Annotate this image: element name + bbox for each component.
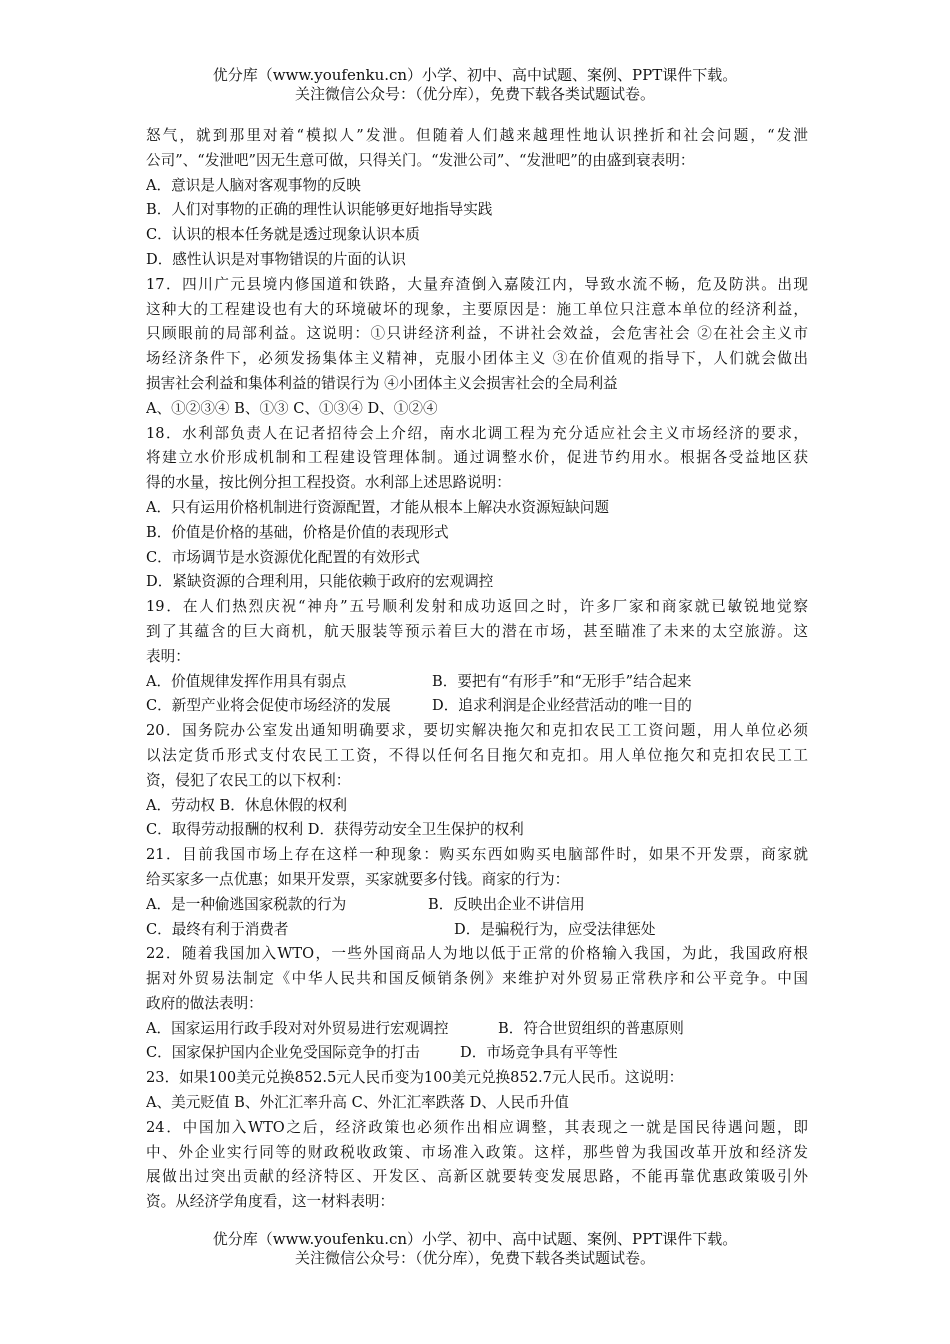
- option-left: C．国家保护国内企业免受国际竞争的打击: [146, 1044, 420, 1062]
- page-header: [0, 66, 950, 104]
- text-line: 22．随着我国加入WTO，一些外国商品人为地以低于正常的价格输入我国，为此，我国政府根: [146, 945, 808, 963]
- text-line: [146, 670, 808, 695]
- text-line: 公司”、“发泄吧”因无生意可做，只得关门。“发泄公司”、“发泄吧”的由盛到衰表明：: [146, 151, 695, 169]
- text-line: 这种大的工程建设也有大的环境破坏的现象，主要原因是：施工单位只注意本单位的经济利益，: [146, 300, 808, 318]
- footer-line-1: 优分库（www.youfenku.cn）小学、初中、高中试题、案例、PPT课件下载。: [212, 1230, 738, 1248]
- text-line: 展做出过突出贡献的经济特区、开发区、高新区就要转变发展思路，不能再靠优惠政策吸引外: [146, 1168, 808, 1186]
- text-line: 据对外贸易法制定《中华人民共和国反倾销条例》来维护对外贸易正常秩序和公平竞争。中国: [146, 970, 808, 988]
- text-line: A．劳动权 B．休息休假的权利: [146, 796, 348, 814]
- header-line-2: 关注微信公众号：（优分库），免费下载各类试题试卷。: [294, 85, 655, 103]
- text-line: C．认识的根本任务就是透过现象认识本质: [146, 226, 420, 244]
- header-line-1: 优分库（www.youfenku.cn）小学、初中、高中试题、案例、PPT课件下载。: [212, 66, 738, 84]
- option-right: D．追求利润是企业经营活动的唯一目的: [432, 697, 692, 715]
- text-line: 怒气，就到那里对着“模拟人”发泄。但随着人们越来越理性地认识挫折和社会问题，“发泄: [146, 127, 808, 144]
- text-line: [146, 1017, 808, 1042]
- option-right: D．市场竞争具有平等性: [460, 1044, 618, 1062]
- option-left: C．最终有利于消费者: [146, 920, 289, 938]
- text-line: C．取得劳动报酬的权利 D．获得劳动安全卫生保护的权利: [146, 821, 524, 839]
- text-line: 23．如果100美元兑换852.5元人民币变为100美元兑换852.7元人民币。这说明：: [146, 1069, 684, 1087]
- document-body: [146, 124, 808, 1215]
- text-line: 资，侵犯了农民工的以下权利：: [146, 771, 351, 789]
- text-line: 17．四川广元县境内修国道和铁路，大量弃渣倒入嘉陵江内，导致水流不畅，危及防洪。出现: [146, 275, 808, 293]
- text-line: 表明：: [146, 647, 190, 665]
- text-line: 以法定货币形式支付农民工工资，不得以任何名目拖欠和克扣。用人单位拖欠和克扣农民工工: [146, 746, 808, 764]
- text-line: [146, 893, 808, 918]
- text-line: B．价值是价格的基础，价格是价值的表现形式: [146, 523, 449, 541]
- text-line: 得的水量，按比例分担工程投资。水利部上述思路说明：: [146, 474, 511, 492]
- text-line: [146, 1041, 808, 1066]
- option-right: B．反映出企业不讲信用: [428, 895, 585, 913]
- text-line: 政府的做法表明：: [146, 994, 263, 1012]
- text-line: 将建立水价形成机制和工程建设管理体制。通过调整水价，促进节约用水。根据各受益地区获: [146, 449, 808, 467]
- option-left: A．国家运用行政手段对对外贸易进行宏观调控: [146, 1019, 449, 1037]
- text-line: A、美元贬值 B、外汇汇率升高 C、外汇汇率跌落 D、人民币升值: [146, 1094, 569, 1112]
- text-line: 只顾眼前的局部利益。这说明：①只讲经济利益，不讲社会效益，会危害社会 ②在社会主义市: [146, 325, 808, 343]
- option-right: B．要把有“有形手”和“无形手”结合起来: [432, 672, 692, 690]
- text-line: 到了其蕴含的巨大商机，航天服装等预示着巨大的潜在市场，甚至瞄准了未来的太空旅游。这: [146, 622, 808, 640]
- text-line: D．感性认识是对事物错误的片面的认识: [146, 250, 406, 268]
- text-line: 18．水利部负责人在记者招待会上介绍，南水北调工程为充分适应社会主义市场经济的要求，: [146, 424, 808, 442]
- footer-line-2: 关注微信公众号：（优分库），免费下载各类试题试卷。: [294, 1249, 655, 1267]
- text-line: D．紧缺资源的合理利用，只能依赖于政府的宏观调控: [146, 573, 494, 591]
- text-line: 场经济条件下，必须发扬集体主义精神，克服小团体主义 ③在价值观的指导下，人们就会做出: [146, 350, 808, 368]
- text-line: [146, 918, 808, 943]
- text-line: A．只有运用价格机制进行资源配置，才能从根本上解决水资源短缺问题: [146, 498, 609, 516]
- page-footer: [0, 1230, 950, 1268]
- text-line: 19．在人们热烈庆祝“神舟”五号顺利发射和成功返回之时，许多厂家和商家就已敏锐地觉察: [146, 598, 808, 616]
- option-left: A．价值规律发挥作用具有弱点: [146, 672, 347, 690]
- option-left: C．新型产业将会促使市场经济的发展: [146, 697, 391, 715]
- text-line: 给买家多一点优惠；如果开发票，买家就要多付钱。商家的行为：: [146, 870, 570, 888]
- text-line: 21．目前我国市场上存在这样一种现象：购买东西如购买电脑部件时，如果不开发票，商家就: [146, 846, 808, 864]
- option-left: A．是一种偷逃国家税款的行为: [146, 895, 347, 913]
- text-line: 20．国务院办公室发出通知明确要求，要切实解决拖欠和克扣农民工工资问题，用人单位必须: [146, 722, 808, 740]
- option-right: B．符合世贸组织的普惠原则: [498, 1019, 684, 1037]
- text-line: B．人们对事物的正确的理性认识能够更好地指导实践: [146, 201, 493, 219]
- text-line: 资。从经济学角度看，这一材料表明：: [146, 1193, 395, 1211]
- text-line: [146, 694, 808, 719]
- option-right: D．是骗税行为，应受法律惩处: [454, 920, 656, 938]
- text-line: 中、外企业实行同等的财政税收政策、市场准入政策。这样，那些曾为我国改革开放和经济发: [146, 1143, 808, 1161]
- text-line: A．意识是人脑对客观事物的反映: [146, 176, 361, 194]
- text-line: C．市场调节是水资源优化配置的有效形式: [146, 548, 420, 566]
- text-line: 24．中国加入WTO之后，经济政策也必须作出相应调整，其表现之一就是国民待遇问题，即: [146, 1118, 808, 1136]
- text-line: 损害社会利益和集体利益的错误行为 ④小团体主义会损害社会的全局利益: [146, 374, 618, 392]
- text-line: A、①②③④ B、①③ C、①③④ D、①②④: [146, 399, 438, 417]
